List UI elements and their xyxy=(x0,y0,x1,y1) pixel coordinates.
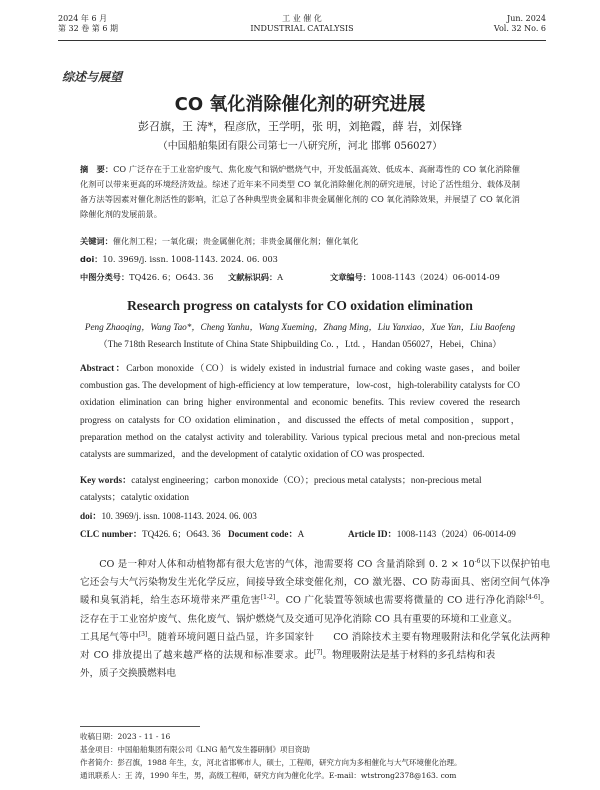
body-column-left xyxy=(80,556,314,683)
chinese-abstract xyxy=(80,162,520,222)
body-paragraph: CO 是一种对人体和动植物都有很大危害的气体，它还会与大气污染物发生光化学反应，间接导致全球变暖和臭氧消耗，给生态环境带来严重危害[1-2]。CO 广泛存在于工业窑炉废气、焦化废气、锅炉燃烧气及交通工具尾气等中[3]。随着环境问题日益凸显，许多国家针对 CO 排放提出了越来越严格的法规和标准要求。此外，质子交换膜燃料电 xyxy=(80,559,315,680)
english-abstract xyxy=(80,360,520,463)
footnote xyxy=(80,730,546,782)
english-doi-text: 10. 3969/j. issn. 1008-1143. 2024. 06. 003 xyxy=(101,511,257,521)
body-paragraph: 池需要将 CO 含量消除到 0. $2 \times 10^{-6}$以下以保护铂电催化剂，CO 激光器、CO 防毒面具、密闭空间气体净化装置等领域也需要将微量的 CO 进行净化消除[4-6]。可见净化消除 CO 具有重要的环境和工业意义。 xyxy=(314,557,551,625)
english-doi xyxy=(80,508,257,522)
chinese-doi xyxy=(80,254,278,265)
footnote-received: 收稿日期：2023 - 11 - 16 xyxy=(80,732,171,741)
chinese-keywords-label: 关键词： xyxy=(80,236,113,246)
english-affiliation: （The 718th Research Institute of China State Shipbuilding Co. ，Ltd. ，Handan 056027，Hebei，China） xyxy=(98,339,502,349)
citation: [7] xyxy=(314,648,323,656)
body-paragraph: CO 消除技术主要有物理吸附法和化学氧化法两种[7]。物理吸附法是基于材料的多孔结构和表 xyxy=(314,631,550,662)
chinese-title: CO 氧化消除催化剂的研究进展 xyxy=(174,94,426,115)
document-code-cn: 文献标识码：A xyxy=(228,272,284,282)
header-date-cn: 2024 年 6 月 xyxy=(58,14,108,23)
clc-number-cn: 中图分类号：TQ426. 6；O643. 36 xyxy=(80,272,214,282)
superscript: -6 xyxy=(474,557,481,565)
english-authors: Peng Zhaoqing，Wang Tao*，Cheng Yanhu，Wang Xueming，Zhang Ming，Liu Yanxiao，Xue Yan，Liu Baofeng xyxy=(84,322,516,332)
footnote-author-intro: 作者简介：彭召旗，1988 年生，女，河北省邯郸市人，硕士，工程师，研究方向为多相催化与大气环境催化治理。 xyxy=(80,758,462,767)
chinese-abstract-label: 摘 要： xyxy=(80,164,114,174)
citation: [3] xyxy=(138,630,148,638)
footnote-contact: 通讯联系人：王 涛，1990 年生，男，高级工程师，研究方向为催化化学。E-mail：wtstrong2378@163. com xyxy=(80,771,457,780)
running-header xyxy=(58,14,546,38)
header-volume-cn: 第 32 卷 第 6 期 xyxy=(58,24,118,33)
footnote-fund: 基金项目：中国船舶集团有限公司《LNG 船气发生器研制》项目资助 xyxy=(80,745,310,754)
footnote-rule xyxy=(80,726,200,727)
chinese-affiliation: （中国船舶集团有限公司第七一八研究所，河北 邯郸 056027） xyxy=(157,141,443,152)
document-code-en: Document code：A xyxy=(228,529,305,539)
header-center xyxy=(58,14,546,34)
english-keywords-label: Key words： xyxy=(80,475,132,485)
header-rule xyxy=(58,40,546,41)
english-doi-label: doi： xyxy=(80,511,102,521)
english-keywords-text: catalyst engineering；carbon monoxide（CO）；precious metal catalysts；non-precious metal catalysts；catalytic oxidation xyxy=(80,475,482,502)
chinese-keywords-text: 催化剂工程；一氧化碳；贵金属催化剂；非贵金属催化剂；催化氧化 xyxy=(112,236,359,246)
english-abstract-text: Carbon monoxide（CO）is widely existed in industrial furnace and coking waste gases，and boiler combustion gas. The development of high-efficiency at low temperature，low-cost，high-tolerability catalysts for CO oxidation elimination can bring higher environmental and economic benefits. This review covered the research progress on catalysts for CO oxidation elimination，and discussed the effects of metal composition，support，preparation method on the catalyst activity and tolerability. Various typical precious metal and non-precious metal catalysts are summarized，and the development of catalytic oxidation of CO was prospected. xyxy=(80,363,520,460)
citation: [4-6] xyxy=(525,594,541,602)
clc-number-en: CLC number：TQ426. 6；O643. 36 xyxy=(80,529,221,539)
article-id-en: Article ID：1008-1143（2024）06-0014-09 xyxy=(348,529,516,539)
section-tag: 综述与展望 xyxy=(62,70,123,84)
chinese-authors: 彭召旗，王 涛*，程彦欣，王学明，张 明，刘艳霞，薛 岩，刘保锋 xyxy=(138,120,462,133)
body-column-right xyxy=(314,556,550,665)
chinese-classification-line xyxy=(80,272,520,284)
header-volume-en: Vol. 32 No. 6 xyxy=(493,24,546,33)
header-date-en: Jun. 2024 xyxy=(507,14,546,23)
chinese-abstract-text: CO 广泛存在于工业窑炉废气、焦化废气和锅炉燃烧气中，开发低温高效、低成本、高耐毒性的 CO 氧化消除催化剂可以带来更高的环境经济效益。综述了近年来不同类型 CO 氧化消除催化剂的研究进展，讨论了活性组分、载体及制备方法等因素对催化剂活性的影响，汇总了各种典型贵金属和非贵金属催化剂的 CO 氧化消除效果，并展望了 CO 氧化消除催化剂的发展前景。 xyxy=(80,164,520,219)
journal-name-en: INDUSTRIAL CATALYSIS xyxy=(250,24,354,33)
english-abstract-label: Abstract： xyxy=(80,363,127,373)
english-classification-line xyxy=(80,526,520,538)
chinese-doi-text: 10. 3969/j. issn. 1008-1143. 2024. 06. 003 xyxy=(102,254,278,264)
header-right xyxy=(494,14,546,34)
citation: [1-2] xyxy=(260,594,276,602)
journal-name-cn: 工 业 催 化 xyxy=(282,14,322,23)
english-title: Research progress on catalysts for CO oxidation elimination xyxy=(127,298,473,313)
article-number-cn: 文章编号：1008-1143（2024）06-0014-09 xyxy=(330,272,500,282)
chinese-keywords xyxy=(80,236,520,247)
chinese-doi-label: doi： xyxy=(80,254,103,264)
english-keywords xyxy=(80,472,520,506)
